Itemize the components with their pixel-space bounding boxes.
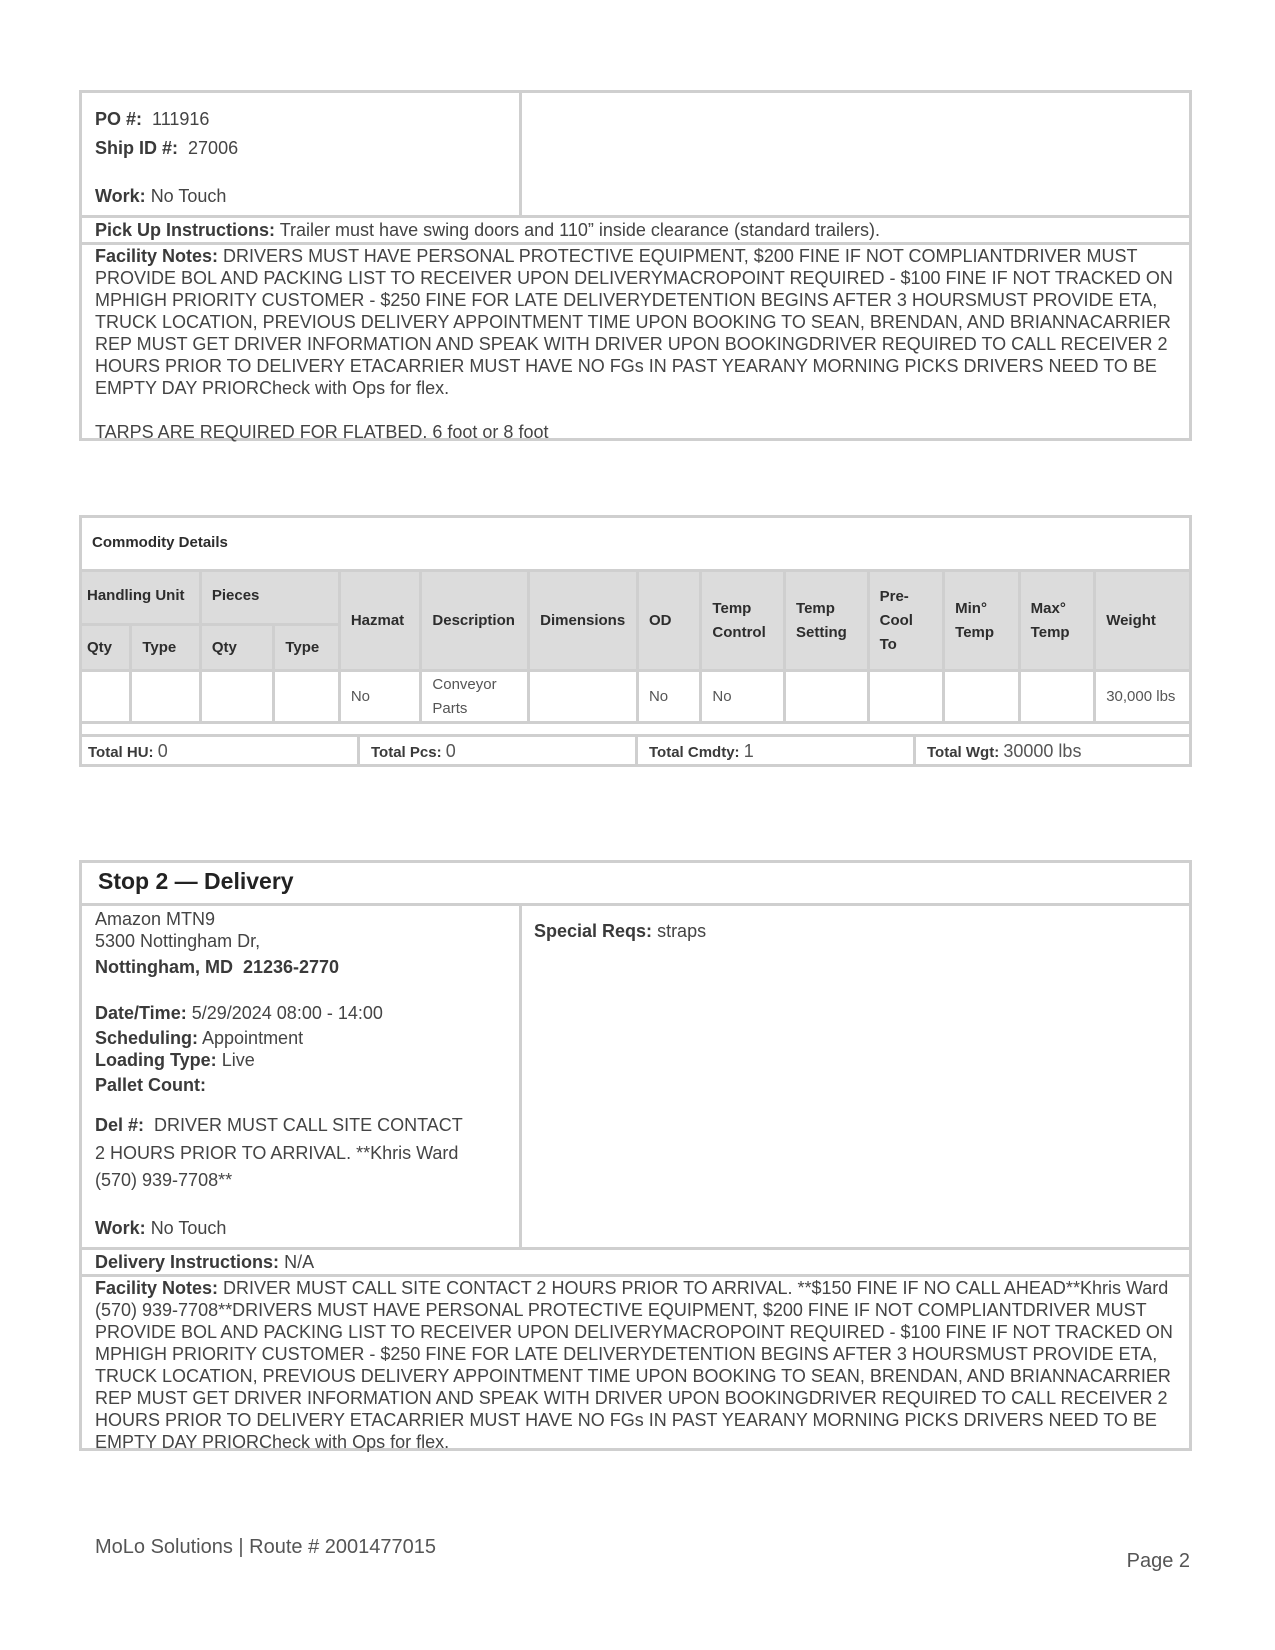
cell-temp-control: No (701, 671, 785, 723)
pallet-count: Pallet Count: (95, 1075, 206, 1095)
header-handling-unit: Handling Unit (81, 571, 201, 625)
cell-od: No (637, 671, 700, 723)
delivery-instructions: Delivery Instructions: N/A (95, 1252, 315, 1272)
stop2-left-column (82, 906, 522, 1247)
total-cmdty: Total Cmdty: 1 (635, 734, 916, 767)
header-hu-type: Type (131, 625, 200, 671)
cell-min-temp (944, 671, 1020, 723)
facility-name: Amazon MTN9 (95, 909, 216, 929)
page-number: Page 2 (1126, 1550, 1190, 1572)
cell-hu-type (131, 671, 200, 723)
special-requirements: Special Reqs: straps (534, 921, 707, 941)
header-pieces-qty: Qty (200, 625, 274, 671)
delivery-instructions-row (82, 1250, 1189, 1277)
cell-pieces-type (274, 671, 339, 723)
total-pcs: Total Pcs: 0 (357, 734, 638, 767)
header-hazmat: Hazmat (339, 571, 421, 671)
cell-weight: 30,000 lbs (1095, 671, 1191, 723)
del-number: Del #: DRIVER MUST CALL SITE CONTACT (95, 1115, 463, 1135)
stop2-heading: Stop 2 — Delivery (98, 868, 294, 894)
po-number: PO #: 111916 (95, 109, 210, 129)
facility-notes: Facility Notes: DRIVER MUST CALL SITE CONTACT 2 HOURS PRIOR TO ARRIVAL. **$150 FINE IF NO CALL AHEAD**Khris Ward (570) 939-7708**DRIVERS MUST HAVE PERSONAL PROTECTIVE EQUIPMENT, $200 FINE IF NOT COMPLIANTDRIVER MUST PROVIDE BOL AND PACKING LIST TO RECEIVER UPON DELIVERYMACROPOINT REQUIRED - $100 FINE IF NOT TRACKED ON MPHIGH PRIORITY CUSTOMER - $250 FINE FOR LATE DELIVERYDETENTION BEGINS AFTER 3 HOURSMUST PROVIDE ETA, TRUCK LOCATION, PREVIOUS DELIVERY APPOINTMENT TIME UPON BOOKING TO SEAN, BRENDAN, AND BRIANNACARRIER REP MUST GET DRIVER INFORMATION AND SPEAK WITH DRIVER UPON BOOKINGDRIVER REQUIRED TO CALL RECEIVER 2 HOURS PRIOR TO DELIVERY ETACARRIER MUST HAVE NO FGs IN PAST YEARANY MORNING PICKS DRIVERS NEED TO BE EMPTY DAY PRIORCheck with Ops for flex. (95, 1278, 1173, 1452)
pickup-instructions-row (82, 218, 1189, 245)
work-type: Work: No Touch (95, 186, 227, 206)
cell-hazmat: No (339, 671, 421, 723)
header-min-temp: Min° Temp (944, 571, 1020, 671)
total-hu: Total HU: 0 (79, 734, 360, 767)
scheduling: Scheduling: Appointment (95, 1028, 304, 1048)
header-od: OD (637, 571, 700, 671)
stop2-header (82, 863, 1189, 906)
street-address: 5300 Nottingham Dr, (95, 931, 261, 951)
pickup-stop-section (79, 90, 1192, 441)
header-temp-setting: Temp Setting (785, 571, 869, 671)
stop1-left-column (82, 93, 522, 215)
facility-notes-tarps: TARPS ARE REQUIRED FOR FLATBED. 6 foot or 8 foot (95, 422, 549, 442)
cell-pieces-qty (200, 671, 274, 723)
header-pieces: Pieces (200, 571, 339, 625)
commodity-totals (79, 734, 1192, 770)
cell-hu-qty (81, 671, 131, 723)
header-description: Description (421, 571, 529, 671)
header-pre-cool: Pre-Cool To (868, 571, 944, 671)
delivery-datetime: Date/Time: 5/29/2024 08:00 - 14:00 (95, 1003, 383, 1023)
commodity-table (79, 569, 1192, 724)
stop2-info-row (82, 906, 1189, 1250)
header-max-temp: Max° Temp (1019, 571, 1095, 671)
del-number-line3: (570) 939-7708** (95, 1170, 233, 1190)
header-hu-qty: Qty (81, 625, 131, 671)
facility-notes: Facility Notes: DRIVERS MUST HAVE PERSONAL PROTECTIVE EQUIPMENT, $200 FINE IF NOT COMPLIANTDRIVER MUST PROVIDE BOL AND PACKING LIST TO RECEIVER UPON DELIVERYMACROPOINT REQUIRED - $100 FINE IF NOT TRACKED ON MPHIGH PRIORITY CUSTOMER - $250 FINE FOR LATE DELIVERYDETENTION BEGINS AFTER 3 HOURSMUST PROVIDE ETA, TRUCK LOCATION, PREVIOUS DELIVERY APPOINTMENT TIME UPON BOOKING TO SEAN, BRENDAN, AND BRIANNACARRIER REP MUST GET DRIVER INFORMATION AND SPEAK WITH DRIVER UPON BOOKINGDRIVER REQUIRED TO CALL RECEIVER 2 HOURS PRIOR TO DELIVERY ETACARRIER MUST HAVE NO FGs IN PAST YEARANY MORNING PICKS DRIVERS NEED TO BE EMPTY DAY PRIORCheck with Ops for flex. TARPS ARE REQUIRED FOR FLATBED. 6 foot or 8 foot (95, 245, 1179, 443)
header-temp-control: Temp Control (701, 571, 785, 671)
header-pieces-type: Type (274, 625, 339, 671)
cell-temp-setting (785, 671, 869, 723)
delivery-stop-section (79, 860, 1192, 1451)
del-number-line2: 2 HOURS PRIOR TO ARRIVAL. **Khris Ward (95, 1143, 459, 1163)
cell-pre-cool (868, 671, 944, 723)
total-wgt: Total Wgt: 30000 lbs (913, 734, 1192, 767)
cell-description: Conveyor Parts (421, 671, 529, 723)
commodity-title: Commodity Details (92, 534, 228, 551)
cell-max-temp (1019, 671, 1095, 723)
footer-route: MoLo Solutions | Route # 2001477015 (95, 1536, 437, 1558)
city-state-zip: Nottingham, MD 21236-2770 (95, 957, 340, 977)
pickup-instructions: Pick Up Instructions: Trailer must have swing doors and 110” inside clearance (standard trailers). (95, 220, 880, 240)
work-type: Work: No Touch (95, 1218, 227, 1238)
header-weight: Weight (1095, 571, 1191, 671)
table-row (81, 671, 1191, 723)
commodity-details-section (79, 515, 1192, 767)
header-dimensions: Dimensions (529, 571, 638, 671)
loading-type: Loading Type: Live (95, 1050, 255, 1070)
stop1-info-row (82, 93, 1189, 218)
ship-id: Ship ID #: 27006 (95, 138, 239, 158)
cell-dimensions (529, 671, 638, 723)
